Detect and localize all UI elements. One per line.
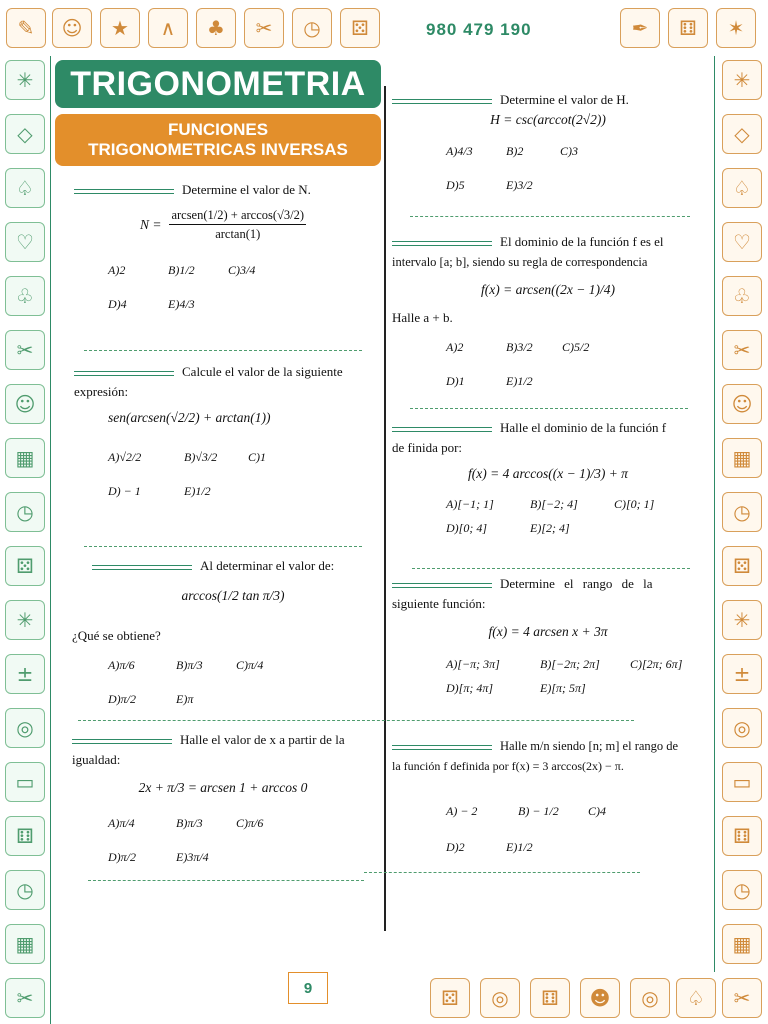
spade-icon: ♤ [5, 168, 45, 208]
problem-9 [392, 736, 706, 862]
problem-statement-cont: igualdad: [72, 752, 121, 767]
watch-icon: ◷ [722, 492, 762, 532]
clip-icon: ✎ [6, 8, 46, 48]
problem-7 [392, 418, 704, 540]
problem-statement-cont: siguiente función: [392, 596, 486, 611]
problem-statement: Halle m/n siendo [n; m] el rango de [500, 739, 679, 753]
problem-4 [72, 730, 374, 872]
web-icon: ✳ [5, 600, 45, 640]
frame-line-left [50, 56, 51, 1024]
option-d[interactable]: D)1 [446, 373, 465, 388]
decorative-border-left [0, 56, 50, 1024]
diamond-icon: ◇ [5, 114, 45, 154]
option-e[interactable]: E)3/2 [506, 177, 533, 192]
answer-options [392, 652, 704, 700]
option-e[interactable]: E)4/3 [168, 296, 195, 311]
problem-formula: f(x) = 4 arcsen x + 3π [488, 624, 608, 639]
option-d[interactable]: D)5 [446, 177, 465, 192]
option-e[interactable]: E)1/2 [506, 839, 533, 854]
problem-statement-cont: expresión: [74, 384, 129, 399]
problem-1 [74, 180, 374, 319]
problem-formula: H = csc(arccot(2√2)) [490, 112, 606, 127]
option-a[interactable]: A)[−π; 3π] [446, 656, 500, 671]
car-icon: ▭ [722, 762, 762, 802]
answer-blank [392, 427, 492, 432]
problem-formula: f(x) = 4 arccos((x − 1)/3) + π [468, 466, 628, 481]
fingerprint-icon: ◎ [630, 978, 670, 1018]
option-d[interactable]: D)π/2 [108, 691, 137, 706]
problem-statement: Determine el valor de N. [182, 182, 311, 197]
answer-blank [392, 99, 492, 104]
problem-formula: f(x) = arcsen((2x − 1)/4) [481, 282, 615, 297]
answer-blank [72, 739, 172, 744]
pen-icon: ✒ [620, 8, 660, 48]
operators-icon: ± [5, 654, 45, 694]
separator [88, 880, 364, 881]
option-e[interactable]: E)π [176, 691, 194, 706]
answer-blank [74, 371, 174, 376]
separator [84, 546, 362, 547]
problem-statement: Calcule el valor de la siguiente [182, 364, 343, 379]
problem-statement: El dominio de la función f es el [500, 234, 664, 249]
separator [84, 350, 362, 351]
face-icon: ☺ [5, 384, 45, 424]
scissors-icon: ✂ [244, 8, 284, 48]
option-e[interactable]: E)[π; 5π] [540, 680, 586, 695]
option-c[interactable]: C)5/2 [562, 339, 590, 354]
dice-icon: ⚅ [668, 8, 708, 48]
dice-icon: ⚅ [530, 978, 570, 1018]
option-b[interactable]: B)3/2 [506, 339, 533, 354]
watch-icon: ◷ [5, 492, 45, 532]
option-a[interactable]: A)[−1; 1] [446, 496, 494, 511]
problem-statement: Halle el dominio de la función f [500, 420, 667, 435]
calculator-icon: ▦ [722, 438, 762, 478]
dice-icon: ⚅ [722, 816, 762, 856]
faces-icon: ☺ [52, 8, 92, 48]
option-c[interactable]: C)[2π; 6π] [630, 656, 683, 671]
problem-3 [92, 556, 374, 608]
problem-3-question [72, 626, 372, 714]
option-a[interactable]: A)4/3 [446, 143, 473, 158]
web-icon: ✳ [5, 60, 45, 100]
club-icon: ♧ [722, 276, 762, 316]
dice-icon: ⚄ [340, 8, 380, 48]
heart-icon: ♡ [722, 222, 762, 262]
dice-icon: ⚅ [5, 816, 45, 856]
option-b[interactable]: B)2 [506, 143, 524, 158]
option-d[interactable]: D)[0; 4] [446, 520, 487, 535]
scissors-icon: ✂ [5, 330, 45, 370]
problem-statement: Determine el rango de la [500, 576, 653, 591]
face-icon: ☻ [580, 978, 620, 1018]
option-c[interactable]: C)π/4 [236, 657, 264, 672]
page-subtitle [55, 114, 381, 166]
option-a[interactable]: A)√2/2 [108, 449, 142, 464]
compass-icon: ∧ [148, 8, 188, 48]
scissors-icon: ✂ [5, 978, 45, 1018]
diamond-icon: ◇ [722, 114, 762, 154]
option-a[interactable]: A)π/6 [108, 657, 135, 672]
problem-statement: Determine el valor de H. [500, 92, 629, 107]
answer-options [74, 442, 370, 506]
answer-blank [392, 745, 492, 750]
option-a[interactable]: A)2 [446, 339, 464, 354]
answer-options [392, 492, 704, 540]
spade-icon: ♤ [676, 978, 716, 1018]
dice-icon: ⚄ [722, 546, 762, 586]
watch-icon: ◷ [5, 870, 45, 910]
problem-question: ¿Qué se obtiene? [72, 628, 161, 643]
calculator-icon: ▦ [722, 924, 762, 964]
option-b[interactable]: B) − 1/2 [518, 803, 559, 818]
dice-icon: ⚄ [5, 546, 45, 586]
stars-icon: ★ [100, 8, 140, 48]
stars-icon: ✶ [716, 8, 756, 48]
scissors-icon: ✂ [722, 330, 762, 370]
problem-formula [74, 206, 374, 243]
option-c[interactable]: C)4 [588, 803, 606, 818]
option-e[interactable]: E)[2; 4] [530, 520, 570, 535]
option-e[interactable]: E)1/2 [506, 373, 533, 388]
frame-line-right [714, 56, 715, 972]
car-icon: ▭ [5, 762, 45, 802]
problem-statement-cont: intervalo [a; b], siendo su regla de correspondencia [392, 255, 648, 269]
problem-formula: sen(arcsen(√2/2) + arctan(1)) [108, 410, 271, 425]
subtitle-line-2: TRIGONOMETRICAS INVERSAS [88, 140, 348, 159]
option-d[interactable]: D) − 1 [108, 483, 141, 498]
dice-icon: ⚄ [430, 978, 470, 1018]
answer-options [392, 136, 704, 200]
spade-icon: ♤ [722, 168, 762, 208]
phone-number: 980 479 190 [426, 20, 532, 39]
option-e[interactable]: E)1/2 [184, 483, 211, 498]
option-a[interactable]: A)π/4 [108, 815, 135, 830]
decorative-border-bottom [420, 972, 720, 1024]
page-number: 9 [288, 972, 328, 1004]
operators-icon: ± [722, 654, 762, 694]
web-icon: ✳ [722, 60, 762, 100]
problem-statement: Al determinar el valor de: [200, 558, 335, 573]
separator [78, 720, 634, 721]
answer-blank [392, 583, 492, 588]
decorative-border-right [716, 56, 768, 1024]
calculator-icon: ▦ [5, 924, 45, 964]
option-b[interactable]: B)√3/2 [184, 449, 218, 464]
problem-8 [392, 574, 704, 700]
option-a[interactable]: A)2 [108, 262, 126, 277]
problem-formula: arccos(1/2 tan π/3) [181, 588, 285, 603]
option-b[interactable]: B)[−2; 4] [530, 496, 578, 511]
fingerprint-icon: ◎ [480, 978, 520, 1018]
formula-numerator: arcsen(1/2) + arccos(√3/2) [169, 206, 306, 225]
problem-statement: Halle el valor de x a partir de la [180, 732, 345, 747]
problem-5 [392, 90, 704, 200]
fingerprint-icon: ◎ [722, 708, 762, 748]
watch-icon: ◷ [292, 8, 332, 48]
fingerprint-icon: ◎ [5, 708, 45, 748]
formula-denominator: arctan(1) [215, 227, 261, 241]
answer-options [392, 332, 704, 396]
separator [364, 872, 640, 873]
formula-lhs: N = [139, 216, 162, 232]
answer-options [72, 650, 372, 714]
web-icon: ✳ [722, 600, 762, 640]
club-icon: ♣ [196, 8, 236, 48]
answer-options [74, 255, 374, 319]
option-d[interactable]: D)π/2 [108, 849, 137, 864]
calculator-icon: ▦ [5, 438, 45, 478]
option-d[interactable]: D)4 [108, 296, 127, 311]
option-c[interactable]: C)3 [560, 143, 578, 158]
column-divider [384, 86, 386, 931]
answer-blank [392, 241, 492, 246]
separator [412, 568, 690, 569]
separator [410, 408, 688, 409]
problem-6 [392, 232, 704, 396]
answer-options [72, 808, 374, 872]
decorative-border-top [0, 0, 768, 56]
club-icon: ♧ [5, 276, 45, 316]
option-d[interactable]: D)[π; 4π] [446, 680, 494, 695]
option-c[interactable]: C)[0; 1] [614, 496, 655, 511]
option-a[interactable]: A) − 2 [446, 803, 478, 818]
problem-formula: 2x + π/3 = arcsen 1 + arccos 0 [138, 780, 308, 795]
option-b[interactable]: B)π/3 [176, 815, 203, 830]
subtitle-line-1: FUNCIONES [167, 120, 269, 139]
option-d[interactable]: D)2 [446, 839, 465, 854]
answer-options [392, 796, 706, 862]
option-c[interactable]: C)1 [248, 449, 266, 464]
option-b[interactable]: B)[−2π; 2π] [540, 656, 600, 671]
page-title: TRIGONOMETRIA [55, 60, 381, 108]
problem-halle: Halle a + b. [392, 310, 453, 325]
option-c[interactable]: C)3/4 [228, 262, 256, 277]
problem-2 [74, 362, 370, 506]
separator [410, 216, 690, 217]
option-c[interactable]: C)π/6 [236, 815, 264, 830]
option-b[interactable]: B)1/2 [168, 262, 195, 277]
option-e[interactable]: E)3π/4 [176, 849, 209, 864]
problem-statement-cont: la función f definida por f(x) = 3 arccos(2x) − π. [392, 759, 624, 773]
face-icon: ☺ [722, 384, 762, 424]
problem-statement-cont: de finida por: [392, 440, 463, 455]
scissors-icon: ✂ [722, 978, 762, 1018]
answer-blank [74, 189, 174, 194]
option-b[interactable]: B)π/3 [176, 657, 203, 672]
heart-icon: ♡ [5, 222, 45, 262]
answer-blank [92, 565, 192, 570]
watch-icon: ◷ [722, 870, 762, 910]
